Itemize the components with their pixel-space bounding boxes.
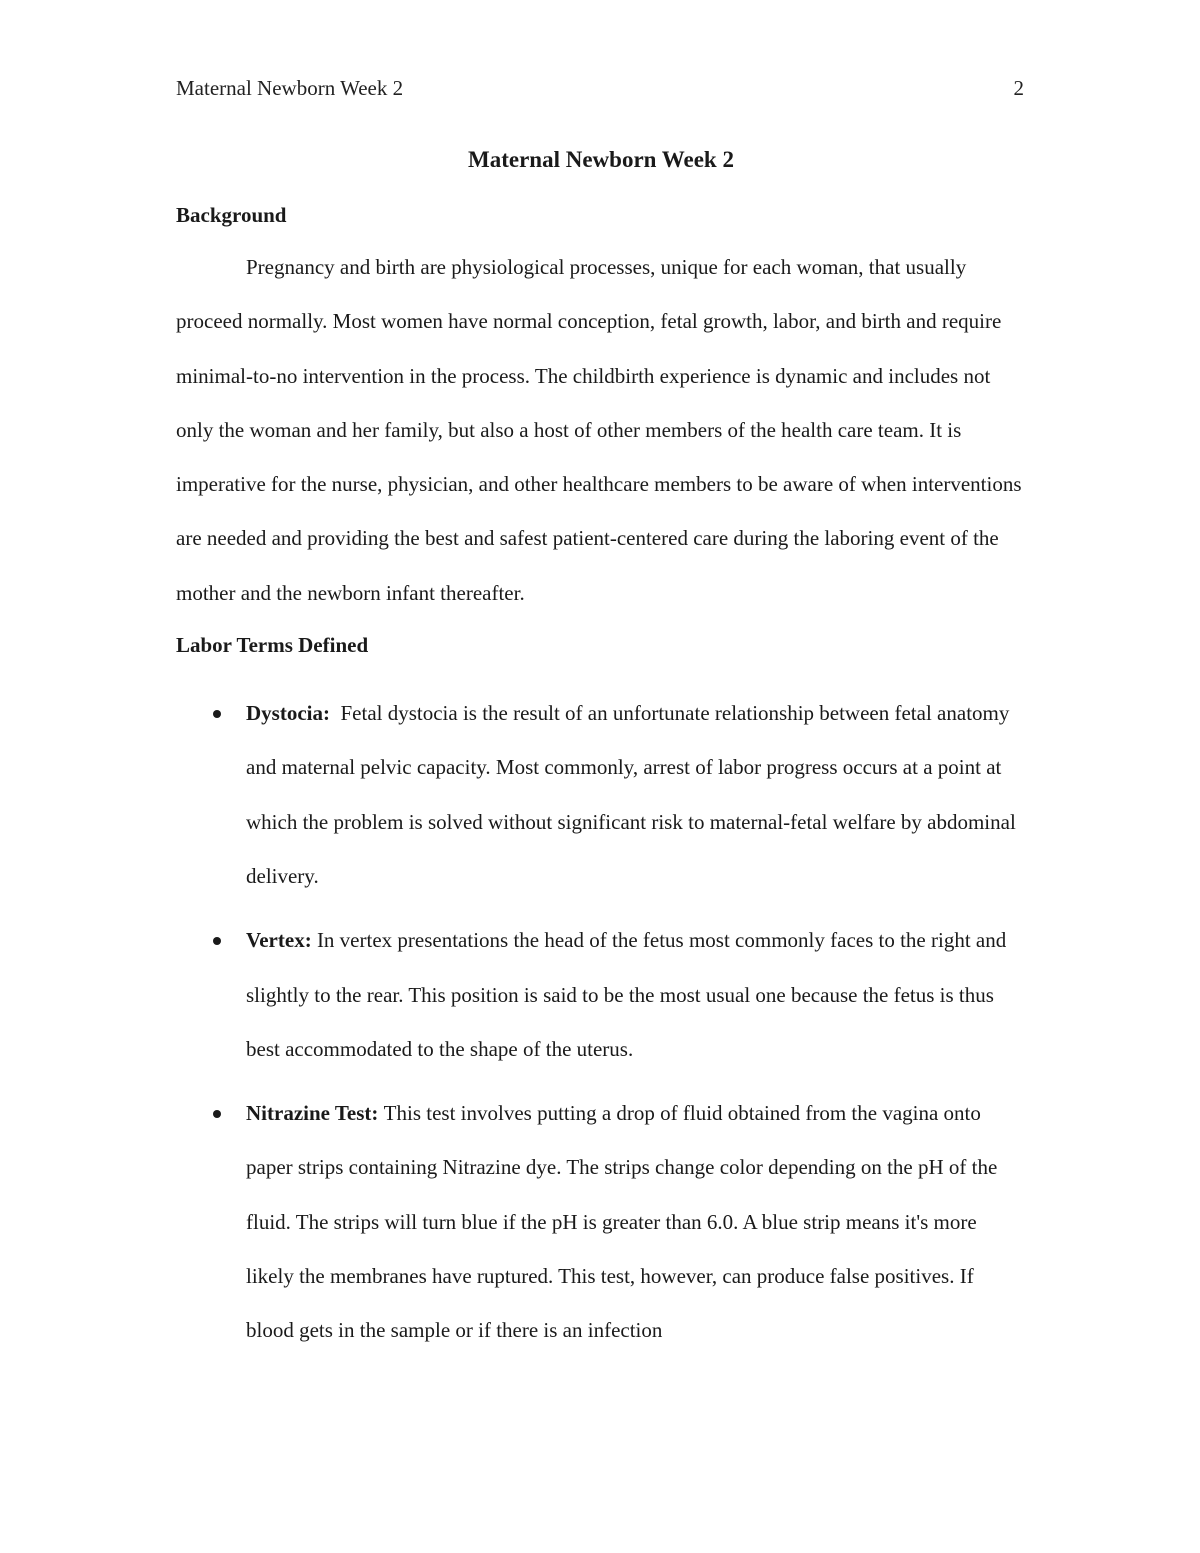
term-name: Nitrazine Test: [246,1101,379,1126]
term-name: Vertex: [246,928,312,953]
list-item [176,913,1026,1076]
term-definition: This test involves putting a drop of fluid obtained from the vagina onto paper strips containing Nitrazine dye. The strips change color depending on the pH of the fluid. The strips will turn blue if the pH is greater than 6.0. A blue strip means it's more likely the membranes have ruptured. This test, however, can produce false positives. If blood gets in the sample or if there is an infection [246,1101,998,1343]
term-definition: Fetal dystocia is the result of an unfortunate relationship between fetal anatomy and maternal pelvic capacity. Most commonly, arrest of labor progress occurs at a point at which the problem is solved without significant risk to maternal-fetal welfare by abdominal delivery. [246,701,1016,888]
labor-terms-list [176,686,1026,1358]
document-body [176,144,1026,1358]
bullet-icon [213,937,221,945]
running-header [176,74,1024,102]
document-title: Maternal Newborn Week 2 [468,147,734,172]
section-heading-background: Background [176,203,287,227]
background-paragraph: Pregnancy and birth are physiological processes, unique for each woman, that usually proceed normally. Most women have normal conception, fetal growth, labor, and birth and require minimal-to-no intervention in the process. The childbirth experience is dynamic and includes not only the woman and her family, but also a host of other members of the health care team. It is imperative for the nurse, physician, and other healthcare members to be aware of when interventions are needed and providing the best and safest patient-centered care during the laboring event of the mother and the newborn infant thereafter. [176,255,1022,605]
term-name: Dystocia: [246,701,330,726]
bullet-icon [213,710,221,718]
list-item [176,1086,1026,1357]
term-definition: In vertex presentations the head of the fetus most commonly faces to the right and slightly to the rear. This position is said to be the most usual one because the fetus is thus best accommodated to the shape of the uterus. [246,928,1007,1061]
page-number: 2 [1013,76,1024,100]
bullet-icon [213,1110,221,1118]
running-head-title: Maternal Newborn Week 2 [176,76,404,100]
list-item [176,686,1026,903]
section-heading-labor-terms: Labor Terms Defined [176,633,369,658]
